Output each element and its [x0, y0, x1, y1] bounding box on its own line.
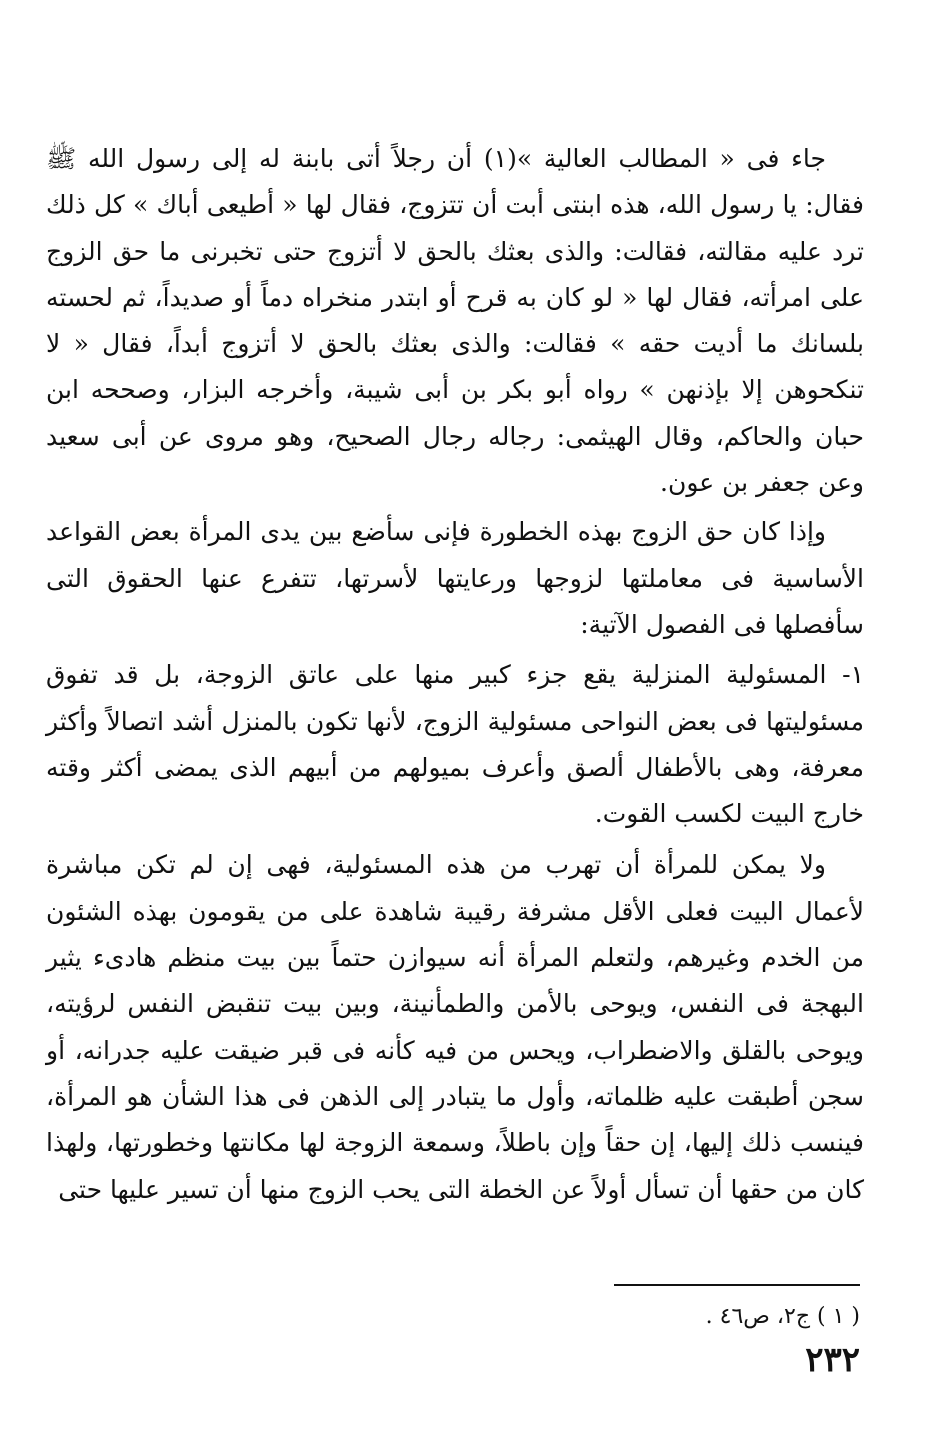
paragraph-responsibility: ولا يمكن للمرأة أن تهرب من هذه المسئولية، فهى إن لم تكن مباشرة لأعمال البيت فعلى الأقل مشرفة رقيبة شاهدة على من يقومون بهذه الشئون من الخدم وغيرهم، ولتعلم المرأة أنه سيوازن حتماً بين بيت منظم هادىء يثير البهجة فى النفس، ويوحى بالأمن والطمأنينة، وبين بيت تنقبض النفس لرؤيته، ويوحى بالقلق والاضطراب، ويحس من فيه كأنه فى قبر ضيقت عليه جدرانه، أو سجن أطبقت عليه ظلماته، وأول ما يتبادر إلى الذهن فى هذا الشأن هو المرأة، فينسب ذلك إليها، إن حقاً وإن باطلاً، وسمعة الزوجة لها مكانتها وخطورتها، ولهذا كان من حقها أن تسأل أولاً عن الخطة التى يحب الزوج منها أن تسير عليها حتى [46, 850, 864, 1204]
paragraph-introduction: وإذا كان حق الزوج بهذه الخطورة فإنى سأضع بين يدى المرأة بعض القواعد الأساسية فى معاملتها لزوجها ورعايتها لأسرتها، تتفرع عنها الحقوق التى سأفصلها فى الفصول الآتية: [46, 517, 864, 639]
paragraph-point-one: ١- المسئولية المنزلية يقع جزء كبير منها على عاتق الزوجة، بل قد تفوق مسئوليتها فى بعض النواحى مسئولية الزوج، لأنها تكون بالمنزل أشد اتصالاً وأكثر معرفة، وهى بالأطفال ألصق وأعرف بميولهم من أبيهم الذى يمضى أكثر وقته خارج البيت لكسب القوت. [46, 660, 864, 829]
main-text [46, 136, 864, 1213]
page-number: ٢٣٢ [805, 1340, 860, 1380]
footnote: ( ١ ) ج٢، ص٤٦ . [705, 1304, 860, 1329]
footnote-divider [614, 1284, 860, 1286]
paragraph-hadith: جاء فى « المطالب العالية »(١) أن رجلاً أتى بابنة له إلى رسول الله ﷺ فقال: يا رسول الله، هذه ابنتى أبت أن تتزوج، فقال لها « أطيعى أباك » كل ذلك ترد عليه مقالته، فقالت: والذى بعثك بالحق لا أتزوج حتى تخبرنى ما حق الزوج على امرأته، فقال لها « لو كان به قرح أو ابتدر منخراه دماً أو صديداً، ثم لحسته بلسانك ما أديت حقه » فقالت: والذى بعثك بالحق لا أتزوج أبداً، فقال « لا تنكحوهن إلا بإذنهن » رواه أبو بكر بن أبى شيبة، وأخرجه البزار، وصححه ابن حبان والحاكم، وقال الهيثمى: رجاله رجال الصحيح، وهو مروى عن أبى سعيد وعن جعفر بن عون. [46, 144, 864, 498]
